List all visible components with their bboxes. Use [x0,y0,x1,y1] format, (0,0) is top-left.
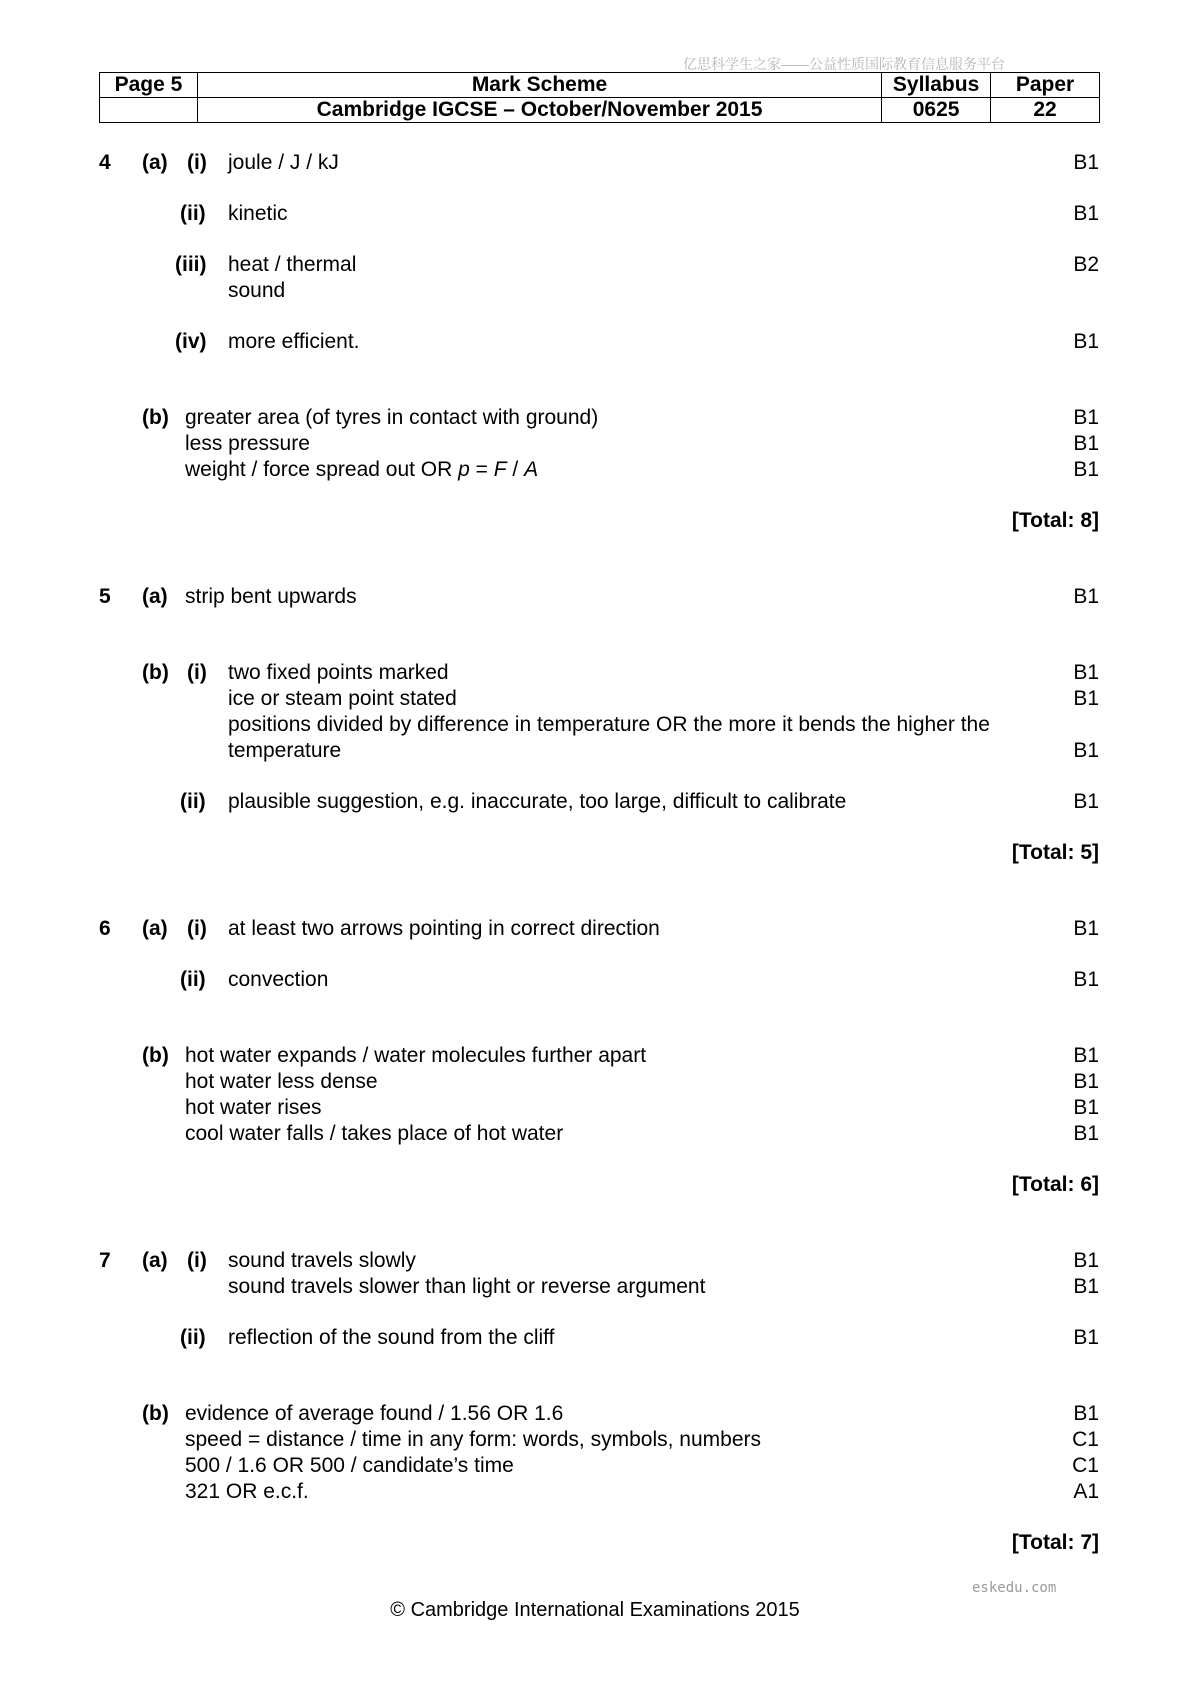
copyright-footer: © Cambridge International Examinations 2015 [390,1599,800,1621]
total-marks: [Total: 8] [1011,509,1099,532]
question-number: 4 [99,151,111,174]
part-label: (a) [142,151,168,174]
answer-text: 321 OR e.c.f. [185,1480,309,1503]
equals-sign: = [469,458,494,481]
header-table [99,72,1100,123]
paper-label: Paper [991,73,1100,98]
mark: B1 [1073,1044,1099,1067]
symbol-p: p [458,458,470,481]
answer-text: sound travels slower than light or reverse argument [228,1275,706,1298]
mark: C1 [1072,1428,1099,1451]
mark: B1 [1073,330,1099,353]
answer-text: evidence of average found / 1.56 OR 1.6 [185,1402,564,1425]
answer-text: ice or steam point stated [228,687,457,710]
answer-text: sound [228,279,286,302]
answer-text: more efficient. [228,330,360,353]
answer-text: two fixed points marked [228,661,449,684]
answer-text: plausible suggestion, e.g. inaccurate, too large, difficult to calibrate [228,790,847,813]
syllabus-code: 0625 [882,98,991,123]
mark: B1 [1073,458,1099,481]
mark: B1 [1073,661,1099,684]
subpart-label: (ii) [180,202,206,225]
answer-text: kinetic [228,202,288,225]
mark: B1 [1073,1096,1099,1119]
part-label: (a) [142,917,168,940]
mark: B1 [1073,151,1099,174]
mark: B1 [1073,968,1099,991]
mark: B1 [1073,1326,1099,1349]
total-marks: [Total: 7] [1011,1531,1099,1554]
subpart-label: (ii) [180,968,206,991]
doc-subtitle: Cambridge IGCSE – October/November 2015 [197,98,881,123]
mark: B1 [1073,1275,1099,1298]
doc-title: Mark Scheme [197,73,881,98]
total-marks: [Total: 6] [1011,1173,1099,1196]
watermark-bottom: eskedu.com [972,1580,1057,1596]
mark: B1 [1073,790,1099,813]
answer-text: temperature [228,739,342,762]
subpart-label: (iii) [175,253,207,276]
subpart-label: (i) [187,661,207,684]
page-number: Page 5 [100,73,198,98]
answer-text: at least two arrows pointing in correct direction [228,917,660,940]
mark: B1 [1073,917,1099,940]
subpart-label: (i) [187,917,207,940]
total-marks: [Total: 5] [1011,841,1099,864]
answer-text: hot water less dense [185,1070,378,1093]
answer-text: reflection of the sound from the cliff [228,1326,555,1349]
question-number: 6 [99,917,111,940]
subpart-label: (ii) [180,1326,206,1349]
mark: A1 [1073,1480,1099,1503]
mark: B1 [1073,202,1099,225]
mark: B1 [1073,432,1099,455]
answer-text: positions divided by difference in temperature OR the more it bends the higher the [228,713,990,736]
question-number: 7 [99,1249,111,1272]
subpart-label: (iv) [175,330,207,353]
answer-text: 500 / 1.6 OR 500 / candidate’s time [185,1454,514,1477]
part-label: (b) [142,1044,169,1067]
mark: B1 [1073,1122,1099,1145]
answer-text-part: weight / force spread out OR [185,458,459,481]
symbol-a: A [524,458,539,481]
mark: B1 [1073,1402,1099,1425]
answer-text: greater area (of tyres in contact with ground) [185,406,599,429]
watermark-top: 亿思科学生之家——公益性质国际教育信息服务平台 [683,56,1005,72]
symbol-f: F [493,458,507,481]
answer-text [185,457,538,483]
mark: B1 [1073,739,1099,762]
answer-text: heat / thermal [228,253,357,276]
part-label: (b) [142,661,169,684]
answer-text: hot water rises [185,1096,322,1119]
header-blank [100,98,198,123]
answer-text: convection [228,968,329,991]
part-label: (a) [142,1249,168,1272]
part-label: (b) [142,406,169,429]
subpart-label: (i) [187,151,207,174]
question-number: 5 [99,585,111,608]
mark: C1 [1072,1454,1099,1477]
answer-text: strip bent upwards [185,585,357,608]
slash: / [506,458,525,481]
answer-text: hot water expands / water molecules further apart [185,1044,647,1067]
answer-text: speed = distance / time in any form: words, symbols, numbers [185,1428,761,1451]
subpart-label: (ii) [180,790,206,813]
part-label: (b) [142,1402,169,1425]
answer-text: less pressure [185,432,310,455]
syllabus-label: Syllabus [882,73,991,98]
mark: B2 [1073,253,1099,276]
part-label: (a) [142,585,168,608]
answer-text: cool water falls / takes place of hot water [185,1122,564,1145]
mark: B1 [1073,585,1099,608]
answer-text: joule / J / kJ [228,151,339,174]
answer-text: sound travels slowly [228,1249,416,1272]
paper-number: 22 [991,98,1100,123]
subpart-label: (i) [187,1249,207,1272]
mark: B1 [1073,1249,1099,1272]
mark: B1 [1073,1070,1099,1093]
mark: B1 [1073,406,1099,429]
mark: B1 [1073,687,1099,710]
